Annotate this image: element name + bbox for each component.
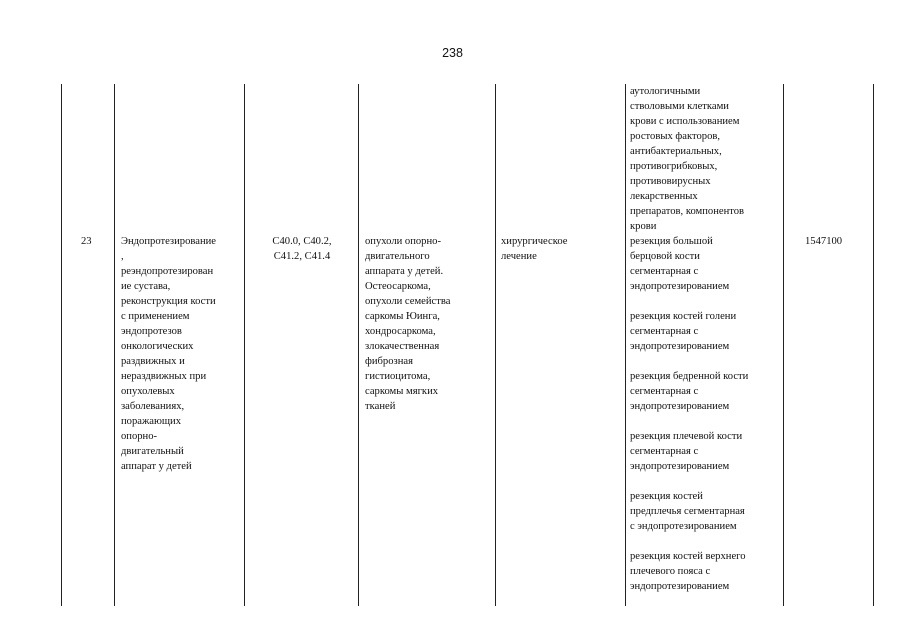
method-item-line: резекция костей голени (630, 311, 737, 322)
treatment-method (630, 84, 748, 594)
method-item-line: резекция большой (630, 236, 713, 247)
method-line: лекарственных (630, 191, 698, 202)
diagnosis-line: саркомы Юинга, (365, 311, 440, 322)
method-line: крови с использованием (630, 116, 740, 127)
column-divider (495, 84, 496, 606)
procedure-line: раздвижных и (121, 356, 185, 367)
diagnosis-line: опухоли опорно- (365, 236, 441, 247)
diagnosis-line: злокачественная (365, 341, 440, 352)
procedure-line: , (121, 251, 124, 262)
method-item-line: резекция костей (630, 491, 703, 502)
diagnosis-line: двигательного (365, 251, 430, 262)
method-item (630, 309, 748, 354)
procedure-name (121, 234, 216, 474)
procedure-line: опухолевых (121, 386, 175, 397)
method-line: противовирусных (630, 176, 711, 187)
diagnosis-line: тканей (365, 401, 396, 412)
method-item-line: предплечья сегментарная (630, 506, 745, 517)
method-continuation (630, 84, 748, 234)
method-item-line: эндопротезированием (630, 581, 730, 592)
procedure-line: двигательный (121, 446, 184, 457)
method-item-line: резекция бедренной кости (630, 371, 749, 382)
cost-value: 1547100 (805, 236, 843, 247)
procedure-line: аппарат у детей (121, 461, 192, 472)
procedure-line: эндопротезов (121, 326, 182, 337)
treatment-line: хирургическое (501, 236, 568, 247)
method-item-line: с эндопротезированием (630, 521, 737, 532)
method-item-line: эндопротезированием (630, 461, 730, 472)
column-divider (625, 84, 626, 606)
method-item (630, 369, 748, 414)
method-item-line: плечевого пояса с (630, 566, 711, 577)
method-item (630, 429, 748, 474)
procedure-line: заболеваниях, (121, 401, 185, 412)
diagnosis-line: саркомы мягких (365, 386, 439, 397)
procedure-line: Эндопротезирование (121, 236, 216, 247)
procedure-line: нераздвижных при (121, 371, 207, 382)
method-item-line: сегментарная с (630, 266, 699, 277)
method-item-line: берцовой кости (630, 251, 700, 262)
method-item (630, 549, 748, 594)
procedure-line: реэндопротезирован (121, 266, 214, 277)
diagnosis-description (365, 234, 450, 414)
method-line: крови (630, 221, 657, 232)
diagnosis-line: аппарата у детей. (365, 266, 444, 277)
procedure-line: онкологических (121, 341, 194, 352)
page-number: 238 (442, 46, 463, 60)
column-divider (783, 84, 784, 606)
procedure-line: поражающих (121, 416, 182, 427)
method-item-line: эндопротезированием (630, 281, 730, 292)
method-line: аутологичными (630, 86, 701, 97)
method-line: препаратов, компонентов (630, 206, 745, 217)
diagnosis-line: Остеосаркома, (365, 281, 431, 292)
treatment-type (501, 234, 567, 264)
method-item (630, 234, 748, 294)
procedure-line: с применением (121, 311, 190, 322)
diagnosis-line: фиброзная (365, 356, 413, 367)
method-item-line: эндопротезированием (630, 401, 730, 412)
column-divider (61, 84, 62, 606)
method-item (630, 489, 748, 534)
method-line: противогрибковых, (630, 161, 718, 172)
column-divider (114, 84, 115, 606)
row-number: 23 (81, 236, 92, 247)
diagnosis-line: гистиоцитома, (365, 371, 431, 382)
method-line: стволовыми клетками (630, 101, 729, 112)
method-line: антибактериальных, (630, 146, 722, 157)
method-line: ростовых факторов, (630, 131, 721, 142)
column-divider (244, 84, 245, 606)
diagnosis-line: опухоли семейства (365, 296, 451, 307)
column-divider (358, 84, 359, 606)
method-list (630, 234, 748, 594)
method-item-line: резекция плечевой кости (630, 431, 743, 442)
code-line: C41.2, C41.4 (273, 251, 331, 262)
code-line: C40.0, C40.2, (272, 236, 332, 247)
method-item-line: сегментарная с (630, 326, 699, 337)
diagnosis-codes (262, 234, 342, 264)
method-item-line: сегментарная с (630, 386, 699, 397)
diagnosis-line: хондросаркома, (365, 326, 436, 337)
column-divider (873, 84, 874, 606)
method-item-line: резекция костей верхнего (630, 551, 746, 562)
procedure-line: реконструкция кости (121, 296, 216, 307)
method-item-line: сегментарная с (630, 446, 699, 457)
method-item-line: эндопротезированием (630, 341, 730, 352)
procedure-line: опорно- (121, 431, 158, 442)
treatment-line: лечение (501, 251, 537, 262)
procedure-line: ие сустава, (121, 281, 171, 292)
